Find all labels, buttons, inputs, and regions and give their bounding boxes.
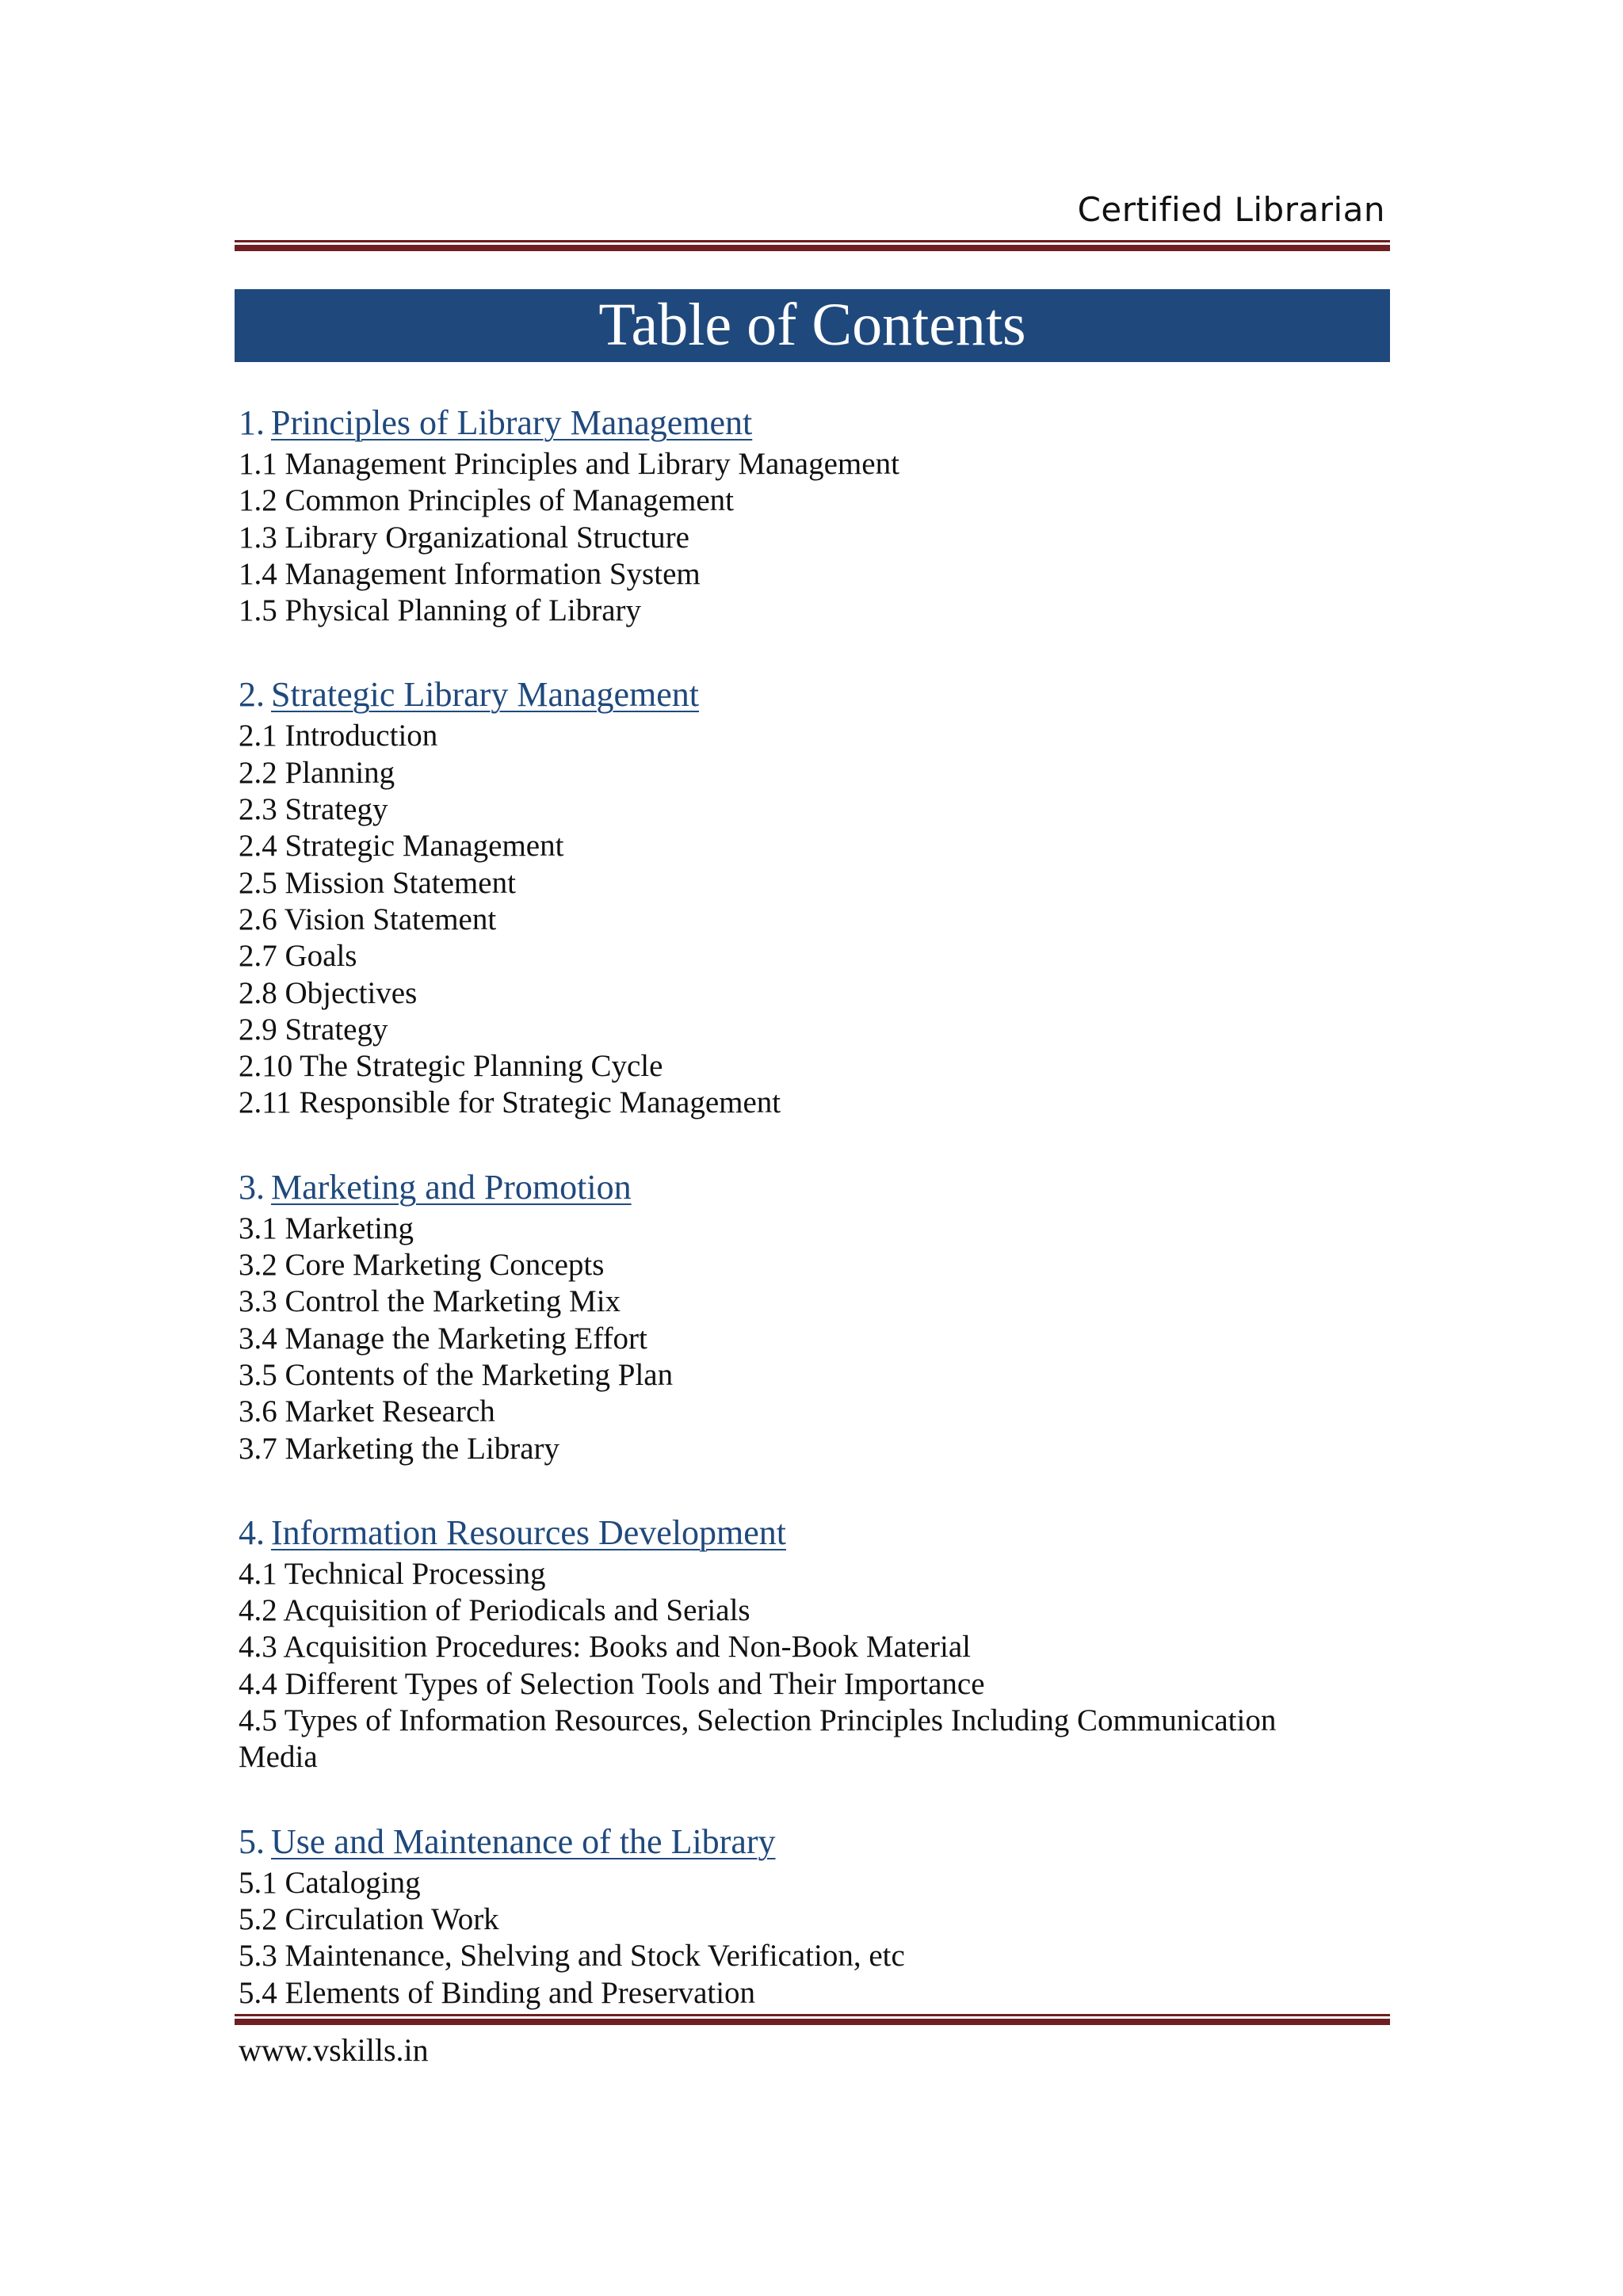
toc-item: 2.3 Strategy <box>239 792 388 827</box>
section-heading <box>239 1819 1388 1865</box>
toc-item: 3.2 Core Marketing Concepts <box>239 1248 605 1283</box>
section-heading <box>239 1165 1388 1211</box>
header-rule <box>235 240 1390 251</box>
footer-rule-thick <box>235 2019 1390 2025</box>
section-number: 1. <box>239 403 265 442</box>
toc-item: 1.4 Management Information System <box>239 556 701 591</box>
section-heading <box>239 672 1388 718</box>
footer-rule <box>235 2014 1390 2025</box>
section-heading <box>239 1510 1388 1556</box>
section-heading <box>239 400 1388 446</box>
toc-item: 3.3 Control the Marketing Mix <box>239 1284 621 1319</box>
toc-section-4 <box>239 1510 1388 1776</box>
toc-item: 2.11 Responsible for Strategic Management <box>239 1085 781 1120</box>
toc-section-3 <box>239 1165 1388 1467</box>
section-number: 4. <box>239 1512 265 1552</box>
toc-item: 1.2 Common Principles of Management <box>239 483 734 518</box>
toc-item: 2.7 Goals <box>239 939 357 974</box>
toc-item: 2.6 Vision Statement <box>239 902 497 936</box>
toc-section-5 <box>239 1819 1388 2012</box>
section-link[interactable]: Strategic Library Management <box>271 675 700 715</box>
toc-item: 2.4 Strategic Management <box>239 829 564 864</box>
toc-item: 4.3 Acquisition Procedures: Books and Non-Book Material <box>239 1630 971 1665</box>
toc-title-banner: Table of Contents <box>235 289 1390 362</box>
toc-item: 1.1 Management Principles and Library Management <box>239 447 899 481</box>
toc-item: 4.4 Different Types of Selection Tools and Their Importance <box>239 1666 985 1701</box>
toc-item: 3.1 Marketing <box>239 1211 414 1245</box>
toc-item: 4.5 Types of Information Resources, Selection Principles Including Communication Media <box>239 1703 1277 1775</box>
section-link[interactable]: Information Resources Development <box>271 1512 787 1552</box>
toc-item: 2.8 Objectives <box>239 975 418 1010</box>
section-number: 3. <box>239 1167 265 1207</box>
section-link[interactable]: Use and Maintenance of the Library <box>271 1821 776 1861</box>
section-number: 2. <box>239 675 265 715</box>
toc-item: 1.5 Physical Planning of Library <box>239 593 642 628</box>
toc-item: 2.9 Strategy <box>239 1012 388 1047</box>
section-link[interactable]: Marketing and Promotion <box>271 1167 632 1207</box>
toc-section-2 <box>239 672 1388 1121</box>
toc-section-1 <box>239 400 1388 629</box>
toc-item: 5.2 Circulation Work <box>239 1901 499 1936</box>
toc-item: 4.2 Acquisition of Periodicals and Serials <box>239 1593 750 1628</box>
toc-item: 5.1 Cataloging <box>239 1865 421 1900</box>
toc-item: 2.5 Mission Statement <box>239 865 516 900</box>
toc-item: 2.1 Introduction <box>239 719 438 753</box>
section-link[interactable]: Principles of Library Management <box>271 403 753 442</box>
table-of-contents <box>239 400 1388 2054</box>
section-number: 5. <box>239 1821 265 1861</box>
toc-item: 1.3 Library Organizational Structure <box>239 520 689 555</box>
toc-item: 4.1 Technical Processing <box>239 1556 546 1591</box>
toc-item: 2.10 The Strategic Planning Cycle <box>239 1049 663 1084</box>
header-rule-thick <box>235 245 1390 251</box>
toc-item: 5.4 Elements of Binding and Preservation <box>239 1975 756 2010</box>
running-header: Certified Librarian <box>1077 190 1385 229</box>
toc-item: 3.6 Market Research <box>239 1394 495 1429</box>
toc-item: 3.4 Manage the Marketing Effort <box>239 1321 647 1356</box>
footer-url: www.vskills.in <box>239 2032 429 2068</box>
toc-item: 2.2 Planning <box>239 755 395 790</box>
toc-item: 5.3 Maintenance, Shelving and Stock Verification, etc <box>239 1939 905 1974</box>
toc-item: 3.7 Marketing the Library <box>239 1431 560 1466</box>
toc-item: 3.5 Contents of the Marketing Plan <box>239 1357 674 1392</box>
